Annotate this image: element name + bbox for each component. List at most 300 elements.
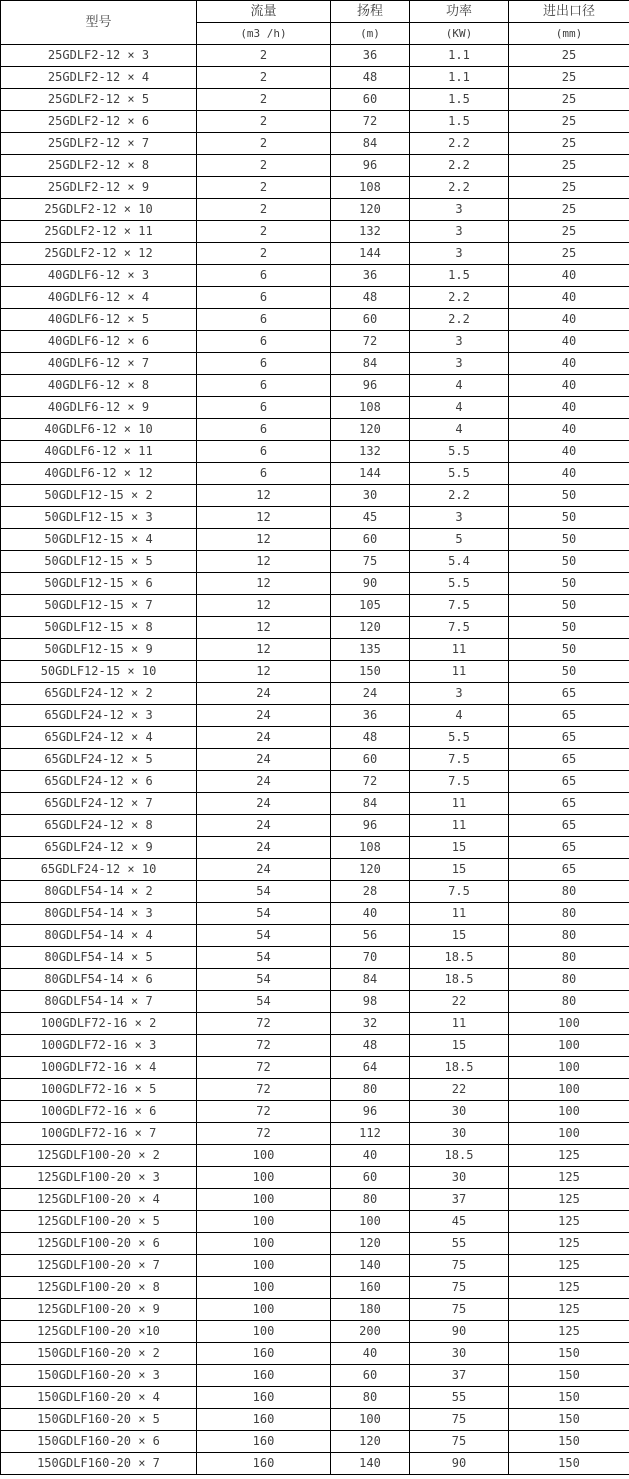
- cell-power: 75: [410, 1409, 509, 1431]
- cell-model: 150GDLF160-20 × 3: [1, 1365, 197, 1387]
- table-row: [1, 287, 629, 309]
- cell-flow: 2: [197, 111, 331, 133]
- column-unit-head: (m): [331, 23, 410, 45]
- cell-power: 11: [410, 639, 509, 661]
- table-row: [1, 793, 629, 815]
- column-unit-power: (KW): [410, 23, 509, 45]
- cell-head: 120: [331, 1233, 410, 1255]
- table-row: [1, 1233, 629, 1255]
- cell-model: 40GDLF6-12 × 6: [1, 331, 197, 353]
- cell-model: 65GDLF24-12 × 4: [1, 727, 197, 749]
- cell-model: 125GDLF100-20 × 6: [1, 1233, 197, 1255]
- column-header-diameter: 进出口径: [509, 1, 629, 23]
- cell-power: 90: [410, 1321, 509, 1343]
- cell-head: 84: [331, 969, 410, 991]
- cell-head: 140: [331, 1453, 410, 1475]
- table-row: [1, 573, 629, 595]
- cell-model: 25GDLF2-12 × 5: [1, 89, 197, 111]
- cell-head: 60: [331, 1167, 410, 1189]
- cell-diameter: 50: [509, 529, 629, 551]
- cell-flow: 100: [197, 1233, 331, 1255]
- cell-head: 150: [331, 661, 410, 683]
- cell-flow: 100: [197, 1255, 331, 1277]
- cell-diameter: 125: [509, 1299, 629, 1321]
- cell-model: 125GDLF100-20 × 7: [1, 1255, 197, 1277]
- cell-model: 50GDLF12-15 × 7: [1, 595, 197, 617]
- cell-head: 84: [331, 353, 410, 375]
- cell-model: 40GDLF6-12 × 12: [1, 463, 197, 485]
- cell-head: 36: [331, 45, 410, 67]
- cell-model: 125GDLF100-20 × 5: [1, 1211, 197, 1233]
- cell-power: 2.2: [410, 485, 509, 507]
- cell-diameter: 150: [509, 1431, 629, 1453]
- cell-diameter: 25: [509, 243, 629, 265]
- cell-diameter: 125: [509, 1167, 629, 1189]
- cell-head: 56: [331, 925, 410, 947]
- cell-diameter: 150: [509, 1343, 629, 1365]
- table-row: [1, 1321, 629, 1343]
- cell-model: 40GDLF6-12 × 4: [1, 287, 197, 309]
- cell-diameter: 25: [509, 177, 629, 199]
- cell-diameter: 150: [509, 1409, 629, 1431]
- cell-power: 75: [410, 1277, 509, 1299]
- cell-model: 125GDLF100-20 ×10: [1, 1321, 197, 1343]
- cell-diameter: 50: [509, 551, 629, 573]
- table-row: [1, 1057, 629, 1079]
- table-row: [1, 551, 629, 573]
- cell-power: 1.5: [410, 89, 509, 111]
- cell-power: 3: [410, 507, 509, 529]
- cell-model: 150GDLF160-20 × 5: [1, 1409, 197, 1431]
- cell-model: 65GDLF24-12 × 10: [1, 859, 197, 881]
- cell-power: 15: [410, 859, 509, 881]
- table-header: [1, 1, 629, 45]
- cell-diameter: 80: [509, 991, 629, 1013]
- cell-flow: 6: [197, 265, 331, 287]
- cell-head: 40: [331, 1145, 410, 1167]
- table-row: [1, 331, 629, 353]
- cell-diameter: 100: [509, 1013, 629, 1035]
- cell-diameter: 50: [509, 573, 629, 595]
- cell-diameter: 80: [509, 925, 629, 947]
- cell-diameter: 65: [509, 705, 629, 727]
- cell-flow: 72: [197, 1123, 331, 1145]
- cell-diameter: 150: [509, 1365, 629, 1387]
- table-row: [1, 925, 629, 947]
- cell-diameter: 25: [509, 89, 629, 111]
- cell-model: 40GDLF6-12 × 10: [1, 419, 197, 441]
- table-row: [1, 353, 629, 375]
- cell-head: 75: [331, 551, 410, 573]
- cell-power: 1.5: [410, 111, 509, 133]
- table-row: [1, 617, 629, 639]
- cell-flow: 72: [197, 1079, 331, 1101]
- cell-flow: 6: [197, 419, 331, 441]
- cell-power: 18.5: [410, 1145, 509, 1167]
- cell-power: 15: [410, 1035, 509, 1057]
- cell-diameter: 65: [509, 815, 629, 837]
- cell-flow: 2: [197, 67, 331, 89]
- cell-head: 72: [331, 111, 410, 133]
- cell-model: 65GDLF24-12 × 6: [1, 771, 197, 793]
- cell-model: 50GDLF12-15 × 8: [1, 617, 197, 639]
- cell-flow: 54: [197, 881, 331, 903]
- cell-diameter: 80: [509, 881, 629, 903]
- cell-head: 60: [331, 89, 410, 111]
- cell-flow: 54: [197, 991, 331, 1013]
- column-header-flow: 流量: [197, 1, 331, 23]
- table-row: [1, 1431, 629, 1453]
- table-row: [1, 837, 629, 859]
- cell-diameter: 125: [509, 1321, 629, 1343]
- cell-flow: 24: [197, 793, 331, 815]
- cell-power: 75: [410, 1431, 509, 1453]
- table-row: [1, 1035, 629, 1057]
- cell-model: 40GDLF6-12 × 8: [1, 375, 197, 397]
- cell-model: 150GDLF160-20 × 7: [1, 1453, 197, 1475]
- cell-flow: 100: [197, 1277, 331, 1299]
- table-row: [1, 1101, 629, 1123]
- table-row: [1, 1453, 629, 1475]
- table-row: [1, 133, 629, 155]
- column-unit-diameter: (mm): [509, 23, 629, 45]
- cell-flow: 72: [197, 1013, 331, 1035]
- cell-diameter: 40: [509, 287, 629, 309]
- cell-head: 108: [331, 397, 410, 419]
- cell-diameter: 80: [509, 903, 629, 925]
- cell-flow: 12: [197, 617, 331, 639]
- cell-diameter: 50: [509, 639, 629, 661]
- cell-head: 160: [331, 1277, 410, 1299]
- cell-model: 50GDLF12-15 × 3: [1, 507, 197, 529]
- table-body: [1, 45, 629, 1475]
- cell-flow: 12: [197, 661, 331, 683]
- cell-head: 180: [331, 1299, 410, 1321]
- cell-diameter: 40: [509, 265, 629, 287]
- table-row: [1, 397, 629, 419]
- cell-diameter: 65: [509, 683, 629, 705]
- cell-head: 70: [331, 947, 410, 969]
- cell-power: 5.5: [410, 441, 509, 463]
- cell-model: 40GDLF6-12 × 3: [1, 265, 197, 287]
- table-row: [1, 705, 629, 727]
- cell-diameter: 40: [509, 463, 629, 485]
- cell-diameter: 100: [509, 1035, 629, 1057]
- table-row: [1, 683, 629, 705]
- cell-flow: 6: [197, 375, 331, 397]
- cell-diameter: 125: [509, 1277, 629, 1299]
- cell-head: 105: [331, 595, 410, 617]
- cell-flow: 12: [197, 507, 331, 529]
- table-row: [1, 969, 629, 991]
- cell-diameter: 65: [509, 727, 629, 749]
- cell-head: 135: [331, 639, 410, 661]
- table-row: [1, 1189, 629, 1211]
- cell-head: 120: [331, 419, 410, 441]
- cell-diameter: 40: [509, 397, 629, 419]
- cell-model: 65GDLF24-12 × 8: [1, 815, 197, 837]
- cell-flow: 2: [197, 155, 331, 177]
- cell-head: 60: [331, 309, 410, 331]
- table-row: [1, 991, 629, 1013]
- cell-head: 72: [331, 331, 410, 353]
- cell-flow: 54: [197, 947, 331, 969]
- cell-model: 25GDLF2-12 × 9: [1, 177, 197, 199]
- cell-power: 37: [410, 1365, 509, 1387]
- cell-model: 25GDLF2-12 × 12: [1, 243, 197, 265]
- cell-model: 50GDLF12-15 × 4: [1, 529, 197, 551]
- cell-power: 11: [410, 661, 509, 683]
- table-row: [1, 1365, 629, 1387]
- cell-head: 80: [331, 1189, 410, 1211]
- cell-head: 120: [331, 859, 410, 881]
- cell-diameter: 40: [509, 331, 629, 353]
- cell-flow: 160: [197, 1343, 331, 1365]
- cell-model: 65GDLF24-12 × 9: [1, 837, 197, 859]
- cell-model: 40GDLF6-12 × 5: [1, 309, 197, 331]
- cell-diameter: 100: [509, 1101, 629, 1123]
- table-row: [1, 771, 629, 793]
- cell-head: 48: [331, 1035, 410, 1057]
- cell-diameter: 25: [509, 111, 629, 133]
- table-row: [1, 45, 629, 67]
- cell-model: 65GDLF24-12 × 7: [1, 793, 197, 815]
- cell-power: 3: [410, 353, 509, 375]
- cell-power: 3: [410, 243, 509, 265]
- cell-flow: 24: [197, 815, 331, 837]
- cell-model: 25GDLF2-12 × 11: [1, 221, 197, 243]
- cell-power: 2.2: [410, 133, 509, 155]
- table-row: [1, 419, 629, 441]
- cell-head: 200: [331, 1321, 410, 1343]
- cell-diameter: 150: [509, 1453, 629, 1475]
- cell-head: 48: [331, 287, 410, 309]
- table-row: [1, 661, 629, 683]
- cell-power: 11: [410, 1013, 509, 1035]
- cell-diameter: 40: [509, 441, 629, 463]
- table-row: [1, 507, 629, 529]
- table-row: [1, 67, 629, 89]
- cell-diameter: 125: [509, 1145, 629, 1167]
- cell-head: 108: [331, 837, 410, 859]
- cell-power: 22: [410, 991, 509, 1013]
- cell-model: 100GDLF72-16 × 3: [1, 1035, 197, 1057]
- table-row: [1, 221, 629, 243]
- cell-model: 80GDLF54-14 × 2: [1, 881, 197, 903]
- cell-power: 4: [410, 397, 509, 419]
- cell-power: 15: [410, 837, 509, 859]
- table-row: [1, 111, 629, 133]
- table-row: [1, 199, 629, 221]
- table-row: [1, 639, 629, 661]
- cell-power: 30: [410, 1167, 509, 1189]
- column-unit-flow: (m3 /h): [197, 23, 331, 45]
- cell-head: 112: [331, 1123, 410, 1145]
- cell-diameter: 50: [509, 485, 629, 507]
- cell-model: 25GDLF2-12 × 3: [1, 45, 197, 67]
- cell-head: 90: [331, 573, 410, 595]
- cell-power: 2.2: [410, 155, 509, 177]
- cell-diameter: 125: [509, 1255, 629, 1277]
- table-row: [1, 1387, 629, 1409]
- cell-flow: 100: [197, 1211, 331, 1233]
- table-row: [1, 463, 629, 485]
- cell-power: 5.5: [410, 463, 509, 485]
- cell-flow: 12: [197, 529, 331, 551]
- cell-flow: 2: [197, 199, 331, 221]
- cell-head: 36: [331, 705, 410, 727]
- cell-diameter: 40: [509, 419, 629, 441]
- cell-head: 60: [331, 749, 410, 771]
- cell-flow: 160: [197, 1409, 331, 1431]
- cell-model: 40GDLF6-12 × 11: [1, 441, 197, 463]
- table-row: [1, 903, 629, 925]
- cell-flow: 24: [197, 771, 331, 793]
- table-row: [1, 375, 629, 397]
- cell-flow: 2: [197, 243, 331, 265]
- cell-diameter: 25: [509, 133, 629, 155]
- cell-flow: 160: [197, 1453, 331, 1475]
- table-row: [1, 155, 629, 177]
- cell-head: 60: [331, 529, 410, 551]
- cell-head: 120: [331, 1431, 410, 1453]
- cell-model: 125GDLF100-20 × 3: [1, 1167, 197, 1189]
- cell-model: 25GDLF2-12 × 6: [1, 111, 197, 133]
- cell-flow: 6: [197, 441, 331, 463]
- table-row: [1, 1145, 629, 1167]
- cell-diameter: 50: [509, 507, 629, 529]
- cell-head: 72: [331, 771, 410, 793]
- cell-diameter: 25: [509, 67, 629, 89]
- cell-power: 18.5: [410, 1057, 509, 1079]
- cell-power: 7.5: [410, 749, 509, 771]
- cell-flow: 100: [197, 1145, 331, 1167]
- cell-head: 60: [331, 1365, 410, 1387]
- cell-model: 25GDLF2-12 × 8: [1, 155, 197, 177]
- cell-head: 108: [331, 177, 410, 199]
- cell-model: 150GDLF160-20 × 4: [1, 1387, 197, 1409]
- cell-model: 80GDLF54-14 × 6: [1, 969, 197, 991]
- cell-diameter: 100: [509, 1057, 629, 1079]
- cell-model: 65GDLF24-12 × 3: [1, 705, 197, 727]
- cell-head: 96: [331, 375, 410, 397]
- cell-power: 7.5: [410, 881, 509, 903]
- cell-flow: 24: [197, 683, 331, 705]
- cell-model: 50GDLF12-15 × 9: [1, 639, 197, 661]
- cell-flow: 160: [197, 1431, 331, 1453]
- cell-diameter: 100: [509, 1123, 629, 1145]
- cell-power: 2.2: [410, 177, 509, 199]
- table-row: [1, 947, 629, 969]
- cell-head: 84: [331, 793, 410, 815]
- table-row: [1, 265, 629, 287]
- cell-flow: 54: [197, 903, 331, 925]
- cell-diameter: 65: [509, 749, 629, 771]
- cell-flow: 6: [197, 397, 331, 419]
- cell-head: 30: [331, 485, 410, 507]
- cell-flow: 2: [197, 45, 331, 67]
- cell-model: 125GDLF100-20 × 2: [1, 1145, 197, 1167]
- cell-model: 25GDLF2-12 × 7: [1, 133, 197, 155]
- cell-power: 11: [410, 903, 509, 925]
- cell-flow: 72: [197, 1101, 331, 1123]
- cell-head: 28: [331, 881, 410, 903]
- cell-diameter: 125: [509, 1211, 629, 1233]
- cell-power: 2.2: [410, 309, 509, 331]
- table-row: [1, 749, 629, 771]
- cell-model: 100GDLF72-16 × 2: [1, 1013, 197, 1035]
- cell-power: 45: [410, 1211, 509, 1233]
- cell-power: 1.5: [410, 265, 509, 287]
- cell-power: 37: [410, 1189, 509, 1211]
- table-row: [1, 1343, 629, 1365]
- cell-head: 96: [331, 815, 410, 837]
- cell-power: 18.5: [410, 969, 509, 991]
- cell-model: 25GDLF2-12 × 4: [1, 67, 197, 89]
- cell-flow: 100: [197, 1321, 331, 1343]
- cell-power: 3: [410, 683, 509, 705]
- cell-head: 132: [331, 441, 410, 463]
- cell-diameter: 65: [509, 859, 629, 881]
- cell-power: 30: [410, 1101, 509, 1123]
- cell-flow: 6: [197, 353, 331, 375]
- table-row: [1, 1167, 629, 1189]
- cell-model: 80GDLF54-14 × 3: [1, 903, 197, 925]
- cell-head: 120: [331, 199, 410, 221]
- cell-flow: 160: [197, 1387, 331, 1409]
- table-row: [1, 859, 629, 881]
- cell-model: 125GDLF100-20 × 9: [1, 1299, 197, 1321]
- cell-power: 11: [410, 793, 509, 815]
- cell-power: 7.5: [410, 595, 509, 617]
- cell-flow: 100: [197, 1167, 331, 1189]
- table-row: [1, 881, 629, 903]
- table-row: [1, 1079, 629, 1101]
- cell-power: 75: [410, 1299, 509, 1321]
- cell-head: 48: [331, 67, 410, 89]
- cell-flow: 100: [197, 1189, 331, 1211]
- table-row: [1, 595, 629, 617]
- header-name-row: [1, 1, 629, 23]
- cell-diameter: 40: [509, 375, 629, 397]
- cell-flow: 6: [197, 309, 331, 331]
- cell-power: 1.1: [410, 45, 509, 67]
- cell-head: 140: [331, 1255, 410, 1277]
- cell-head: 40: [331, 1343, 410, 1365]
- cell-power: 1.1: [410, 67, 509, 89]
- cell-head: 32: [331, 1013, 410, 1035]
- cell-diameter: 25: [509, 155, 629, 177]
- cell-model: 65GDLF24-12 × 5: [1, 749, 197, 771]
- cell-head: 100: [331, 1211, 410, 1233]
- cell-flow: 12: [197, 639, 331, 661]
- cell-diameter: 65: [509, 771, 629, 793]
- cell-power: 30: [410, 1123, 509, 1145]
- cell-model: 50GDLF12-15 × 10: [1, 661, 197, 683]
- cell-model: 40GDLF6-12 × 9: [1, 397, 197, 419]
- cell-flow: 12: [197, 551, 331, 573]
- cell-model: 50GDLF12-15 × 6: [1, 573, 197, 595]
- table-row: [1, 441, 629, 463]
- cell-diameter: 50: [509, 595, 629, 617]
- cell-power: 5.5: [410, 573, 509, 595]
- cell-power: 4: [410, 375, 509, 397]
- cell-diameter: 80: [509, 947, 629, 969]
- table-row: [1, 1277, 629, 1299]
- column-header-power: 功率: [410, 1, 509, 23]
- cell-flow: 12: [197, 485, 331, 507]
- cell-flow: 2: [197, 133, 331, 155]
